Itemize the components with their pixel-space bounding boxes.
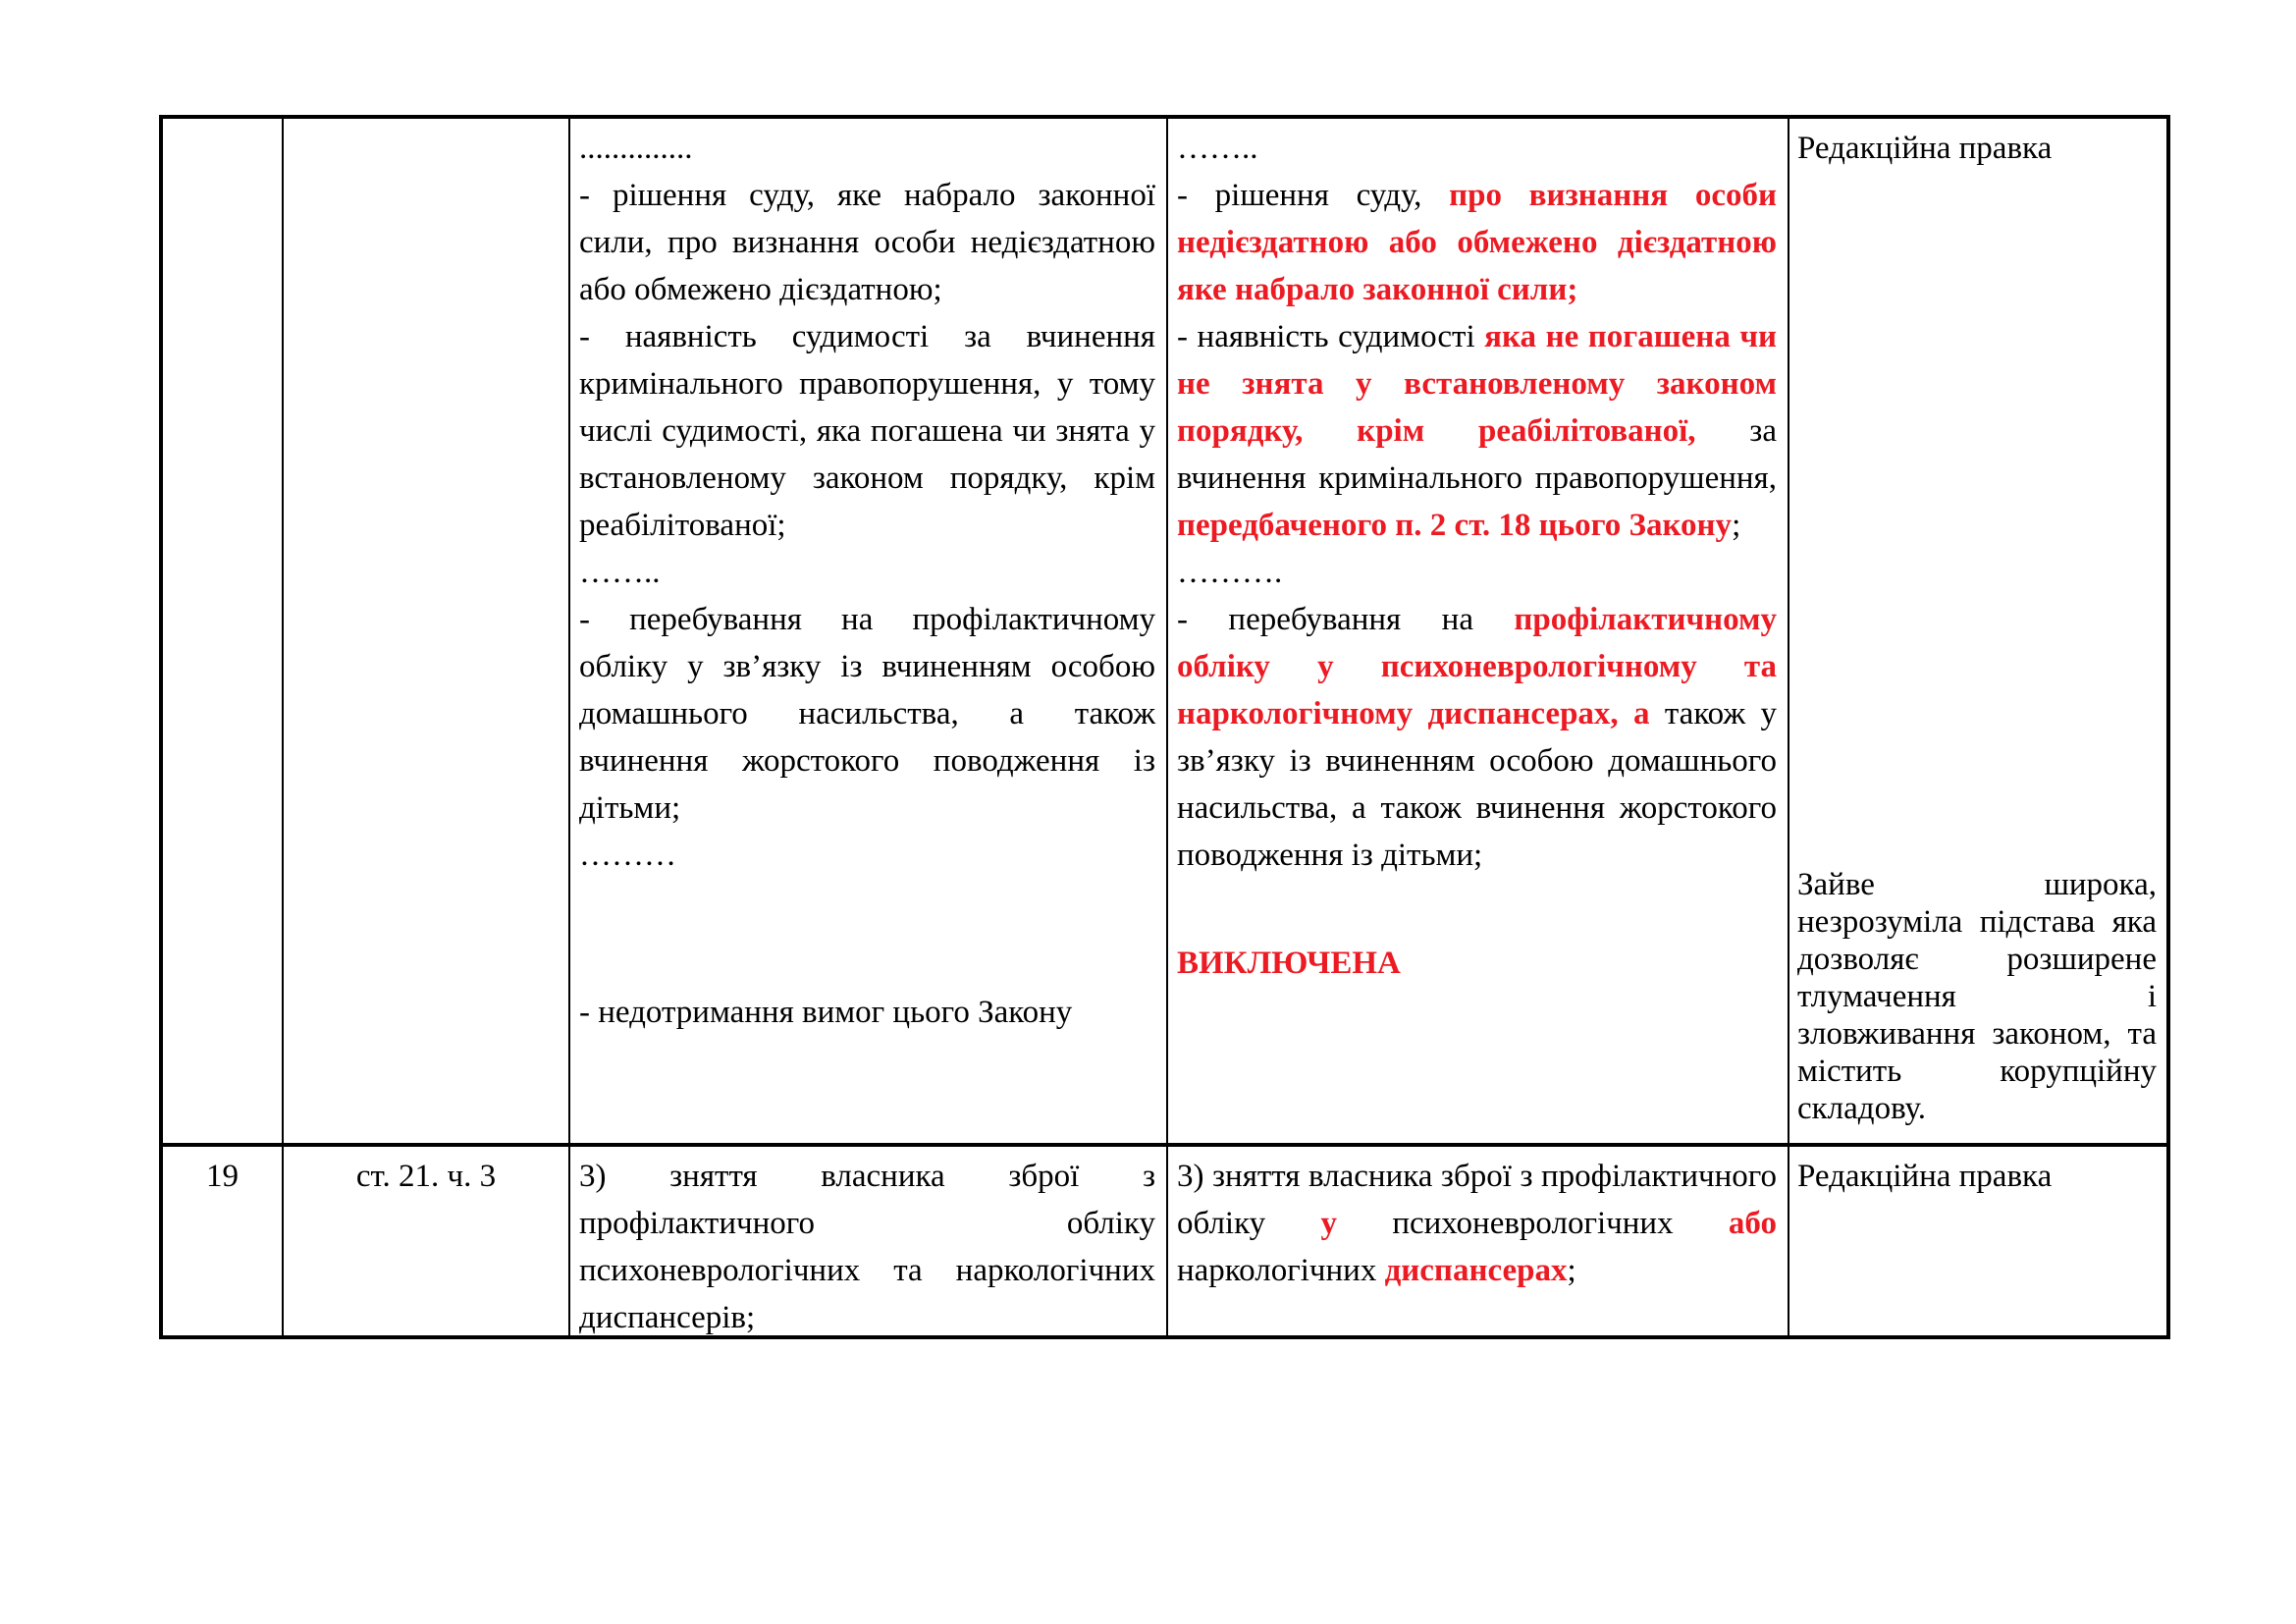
amended-excluded-label: ВИКЛЮЧЕНА [1177,946,1401,981]
comment-justification-note: Зайве широка, незрозуміла підстава яка дозволяє розширене тлумачення і зловживання законом, та містить корупційну складову. [1797,867,2157,1126]
original-court-decision-clause: - рішення суду, яке набрало законної сили, про визнання особи недієздатною або обмежено дієздатною; [579,178,1155,307]
amended-criminal-record-clause: - наявність судимості яка не погашена чи не знята у встановленому законом порядку, крім реабілітованої, за вчинення кримінального правопорушення, передбаченого п. 2 ст. 18 цього Закону; [1177,319,1777,543]
cell-row2-amended-text [1168,1147,1789,1335]
original-ellipsis-top: .............. [579,131,693,166]
cell-row2-original-text [570,1147,1168,1335]
cell-row1-number [163,119,284,1147]
original-registry-removal-clause: 3) зняття власника зброї з профілактичного обліку психоневрологічних та наркологічних диспансерів; [579,1159,1155,1335]
cell-row2-number: 19 [163,1147,284,1335]
cell-row1-amended-text [1168,119,1789,1147]
original-preventive-registry-clause: - перебування на профілактичному обліку у зв’язку із вчиненням особою домашнього насильства, а також вчинення жорстокого поводження із дітьми; [579,602,1155,826]
original-ellipsis-bottom: ……… [579,838,676,873]
original-noncompliance-clause: - недотримання вимог цього Закону [579,995,1073,1030]
amended-court-decision-clause: - рішення суду, про визнання особи недієздатною або обмежено дієздатною яке набрало законної сили; [1177,178,1777,307]
cell-row2-comment [1789,1147,2166,1335]
comment-editorial-label-row2: Редакційна правка [1797,1159,2053,1194]
cell-row2-article: ст. 21. ч. 3 [284,1147,570,1335]
original-ellipsis-mid: …….. [579,555,661,590]
cell-row1-original-text [570,119,1168,1147]
cell-row1-comment [1789,119,2166,1147]
amendments-comparison-table [159,115,2170,1339]
original-criminal-record-clause: - наявність судимості за вчинення кримінального правопорушення, у тому числі судимості, яка погашена чи знята у встановленому законом порядку, крім реабілітованої; [579,319,1155,543]
amended-registry-removal-clause: 3) зняття власника зброї з профілактичного обліку у психоневрологічних або наркологічних диспансерах; [1177,1159,1777,1288]
comment-editorial-label: Редакційна правка [1797,131,2053,166]
amended-preventive-registry-clause: - перебування на профілактичному обліку у психоневрологічному та наркологічному диспансерах, а також у зв’язку із вчиненням особою домашнього насильства, а також вчинення жорстокого поводження із дітьми; [1177,602,1777,873]
amended-ellipsis-mid: ………. [1177,555,1283,590]
amended-ellipsis-top: …….. [1177,131,1258,166]
cell-row1-article [284,119,570,1147]
